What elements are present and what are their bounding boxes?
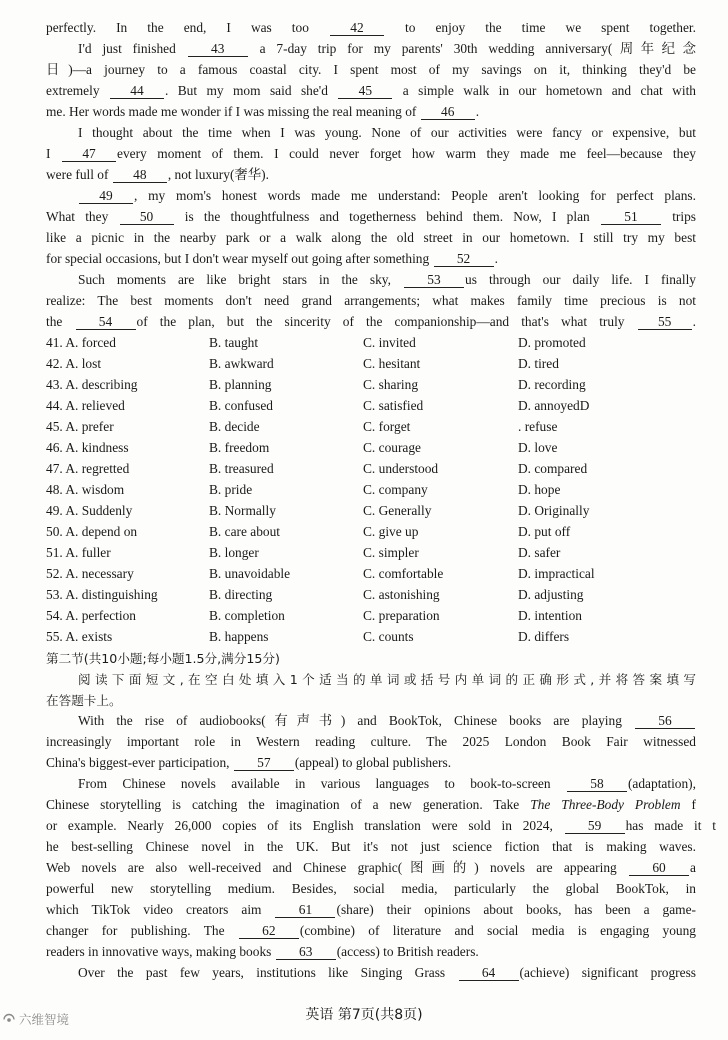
text: Such moments are like bright stars in the sky, xyxy=(78,272,391,287)
option-row xyxy=(46,332,706,353)
text: 日)—a journey to a famous coastal city. I spent most of my savings on it, thinking they'd be xyxy=(46,62,696,77)
blank-56: 56 xyxy=(635,713,695,729)
option-choice: C. understood xyxy=(363,461,439,476)
text: like a picnic in the nearby park or a walk along the old street in our hometown. I still try my best xyxy=(46,230,696,245)
option-choice: C. company xyxy=(363,482,428,497)
option-choice: 48. A. wisdom xyxy=(46,482,125,497)
text: , my mom's honest words made me understand: People aren't looking for perfect plans. xyxy=(134,188,696,203)
text: I thought about the time when I was young. None of our activities were fancy or expensive, but xyxy=(78,125,696,140)
text: , not luxury(奢华). xyxy=(167,167,269,182)
passage1-line xyxy=(46,143,696,164)
text: . But my mom said she'd xyxy=(164,83,328,98)
option-choice: B. treasured xyxy=(209,461,274,476)
option-choice: C. forget xyxy=(363,419,411,434)
section2-heading: 第二节(共10小题;每小题1.5分,满分15分) xyxy=(46,651,280,666)
blank-64: 64 xyxy=(459,965,519,981)
text: I'd just finished xyxy=(78,41,176,56)
passage1-line xyxy=(46,206,696,227)
option-row xyxy=(46,563,706,584)
text: a xyxy=(690,860,696,875)
text: (adaptation), xyxy=(627,776,696,791)
passage1-line xyxy=(46,311,696,332)
text: Chinese storytelling is catching the imagination of a new generation. Take xyxy=(46,797,520,812)
text: the xyxy=(46,314,63,329)
option-choice: C. satisfied xyxy=(363,398,424,413)
text: (achieve) significant progress xyxy=(519,965,696,980)
passage2-line xyxy=(46,836,696,857)
text: every moment of them. I could never forget how warm they made me feel—because they xyxy=(117,146,696,161)
option-choice: 46. A. kindness xyxy=(46,440,129,455)
blank-45: 45 xyxy=(338,83,392,99)
text: (appeal) to global publishers. xyxy=(294,755,452,770)
option-row xyxy=(46,458,706,479)
text: to enjoy the time we spent together. xyxy=(405,20,696,35)
option-choice: B. happens xyxy=(209,629,269,644)
text: Over the past few years, institutions like Singing Grass xyxy=(78,965,446,980)
passage2-line xyxy=(46,815,716,836)
blank-58: 58 xyxy=(567,776,627,792)
passage2-line xyxy=(46,941,696,962)
option-choice: D. love xyxy=(518,440,558,455)
text: . xyxy=(494,251,498,266)
option-choice: C. invited xyxy=(363,335,416,350)
text: or example. Nearly 26,000 copies of its English translation were sold in 2024, xyxy=(46,818,553,833)
text: I xyxy=(46,146,51,161)
option-choice: 53. A. distinguishing xyxy=(46,587,158,602)
blank-55: 55 xyxy=(638,314,692,330)
blank-53: 53 xyxy=(404,272,464,288)
text: us through our daily life. I finally xyxy=(465,272,696,287)
text: trips xyxy=(672,209,697,224)
option-choice: D. compared xyxy=(518,461,588,476)
text: China's biggest-ever participation, xyxy=(46,755,230,770)
option-choice: 41. A. forced xyxy=(46,335,116,350)
passage2-line xyxy=(78,710,696,731)
option-choice: C. give up xyxy=(363,524,419,539)
option-choice: 54. A. perfection xyxy=(46,608,136,623)
blank-62: 62 xyxy=(239,923,299,939)
option-choice: C. sharing xyxy=(363,377,419,392)
passage2-line xyxy=(46,752,696,773)
blank-49: 49 xyxy=(79,188,133,204)
section2-instruction: 在答题卡上。 xyxy=(46,693,122,708)
option-choice: B. Normally xyxy=(209,503,276,518)
option-choice: B. directing xyxy=(209,587,273,602)
option-choice: D. adjusting xyxy=(518,587,584,602)
text: of the plan, but the sincerity of the companionship—and that's what truly xyxy=(136,314,625,329)
blank-51: 51 xyxy=(601,209,661,225)
option-choice: B. care about xyxy=(209,524,281,539)
option-choice: . refuse xyxy=(518,419,558,434)
passage1-line xyxy=(46,101,696,122)
passage2-line xyxy=(46,899,696,920)
option-row xyxy=(46,395,706,416)
option-choice: 51. A. fuller xyxy=(46,545,111,560)
text: (access) to British readers. xyxy=(336,944,479,959)
text: is the thoughtfulness and togetherness behind them. Now, I plan xyxy=(184,209,590,224)
option-choice: 50. A. depend on xyxy=(46,524,138,539)
text: for special occasions, but I don't wear myself out going after something xyxy=(46,251,430,266)
blank-61: 61 xyxy=(275,902,335,918)
option-choice: B. freedom xyxy=(209,440,270,455)
text: . xyxy=(692,314,696,329)
text: a simple walk in our hometown and chat with xyxy=(402,83,696,98)
text: increasingly important role in Western reading culture. The 2025 London Book Fair witnessed xyxy=(46,734,696,749)
option-choice: B. decide xyxy=(209,419,260,434)
option-choice: C. simpler xyxy=(363,545,419,560)
text: changer for publishing. The xyxy=(46,923,225,938)
option-choice: B. taught xyxy=(209,335,259,350)
option-row xyxy=(46,500,706,521)
option-choice: B. completion xyxy=(209,608,285,623)
option-choice: D. impractical xyxy=(518,566,595,581)
passage1-line xyxy=(78,122,696,143)
option-choice: B. planning xyxy=(209,377,272,392)
option-row xyxy=(46,353,706,374)
text: extremely xyxy=(46,83,100,98)
watermark xyxy=(2,1010,69,1028)
passage1-line xyxy=(46,17,696,38)
option-choice: C. courage xyxy=(363,440,422,455)
option-choice: C. Generally xyxy=(363,503,432,518)
option-choice: C. hesitant xyxy=(363,356,421,371)
passage1-line xyxy=(46,80,696,101)
passage1-line xyxy=(78,38,696,59)
text: Web novels are also well-received and Chinese graphic(图画的) novels are appearing xyxy=(46,860,617,875)
option-choice: B. unavoidable xyxy=(209,566,291,581)
logo-icon xyxy=(2,1013,17,1026)
passage2-line xyxy=(46,794,696,815)
text: realize: The best moments don't need grand arrangements; what makes family time precious is not xyxy=(46,293,696,308)
option-row xyxy=(46,626,706,647)
blank-47: 47 xyxy=(62,146,116,162)
option-choice: B. confused xyxy=(209,398,273,413)
text: f xyxy=(691,797,696,812)
option-choice: 44. A. relieved xyxy=(46,398,125,413)
text: t xyxy=(712,818,716,833)
option-choice: 42. A. lost xyxy=(46,356,102,371)
blank-42: 42 xyxy=(330,20,384,36)
passage1-line xyxy=(46,290,696,311)
text: What they xyxy=(46,209,109,224)
blank-52: 52 xyxy=(434,251,494,267)
option-choice: B. awkward xyxy=(209,356,274,371)
text: perfectly. In the end, I was too xyxy=(46,20,309,35)
option-choice: C. preparation xyxy=(363,608,440,623)
text: With the rise of audiobooks(有声书) and BookTok, Chinese books are playing xyxy=(78,713,622,728)
option-choice: D. tired xyxy=(518,356,559,371)
option-choice: 49. A. Suddenly xyxy=(46,503,133,518)
text: me. Her words made me wonder if I was missing the real meaning of xyxy=(46,104,417,119)
blank-46: 46 xyxy=(421,104,475,120)
text: From Chinese novels available in various languages to book-to-screen xyxy=(78,776,551,791)
blank-60: 60 xyxy=(629,860,689,876)
option-row xyxy=(46,437,706,458)
text: readers in innovative ways, making books xyxy=(46,944,272,959)
option-choice: D. promoted xyxy=(518,335,586,350)
option-choice: D. recording xyxy=(518,377,586,392)
passage1-line xyxy=(78,185,696,206)
blank-44: 44 xyxy=(110,83,164,99)
option-choice: B. pride xyxy=(209,482,253,497)
option-choice: D. intention xyxy=(518,608,582,623)
passage2-line xyxy=(46,920,696,941)
option-choice: D. Originally xyxy=(518,503,590,518)
option-choice: D. put off xyxy=(518,524,571,539)
option-row xyxy=(46,605,706,626)
option-choice: 43. A. describing xyxy=(46,377,138,392)
text: has made it xyxy=(625,818,702,833)
passage2-line xyxy=(46,857,696,878)
text: were full of xyxy=(46,167,109,182)
text: . xyxy=(475,104,480,119)
option-choice: B. longer xyxy=(209,545,259,560)
option-choice: D. hope xyxy=(518,482,561,497)
option-choice: D. annoyedD xyxy=(518,398,590,413)
option-choice: D. differs xyxy=(518,629,570,644)
book-title: The Three-Body Problem xyxy=(530,797,681,812)
blank-54: 54 xyxy=(76,314,136,330)
passage2-line xyxy=(78,962,696,983)
option-row xyxy=(46,521,706,542)
passage1-line xyxy=(78,269,696,290)
text: (combine) of literature and social media is engaging young xyxy=(299,923,696,938)
watermark-text: 六维智境 xyxy=(19,1012,70,1027)
option-row xyxy=(46,416,706,437)
passage1-line xyxy=(46,59,696,80)
passage2-line xyxy=(78,773,696,794)
option-row xyxy=(46,542,706,563)
blank-50: 50 xyxy=(120,209,174,225)
text: which TikTok video creators aim xyxy=(46,902,262,917)
blank-59: 59 xyxy=(565,818,625,834)
option-choice: 52. A. necessary xyxy=(46,566,134,581)
option-choice: C. comfortable xyxy=(363,566,444,581)
option-choice: 45. A. prefer xyxy=(46,419,114,434)
text: (share) their opinions about books, has been a game- xyxy=(336,902,696,917)
option-row xyxy=(46,584,706,605)
option-choice: 47. A. regretted xyxy=(46,461,130,476)
text: he best-selling Chinese novel in the UK. But it's not just science fiction that is making waves. xyxy=(46,839,696,854)
blank-48: 48 xyxy=(113,167,167,183)
option-choice: C. counts xyxy=(363,629,414,644)
text: powerful new storytelling medium. Besides, social media, particularly the global BookTok, in xyxy=(46,881,696,896)
option-choice: 55. A. exists xyxy=(46,629,113,644)
text: a 7-day trip for my parents' 30th wedding anniversary(周年纪念 xyxy=(259,41,696,56)
option-choice: D. safer xyxy=(518,545,561,560)
page-footer: 英语 第7页(共8页) xyxy=(305,1007,423,1023)
blank-63: 63 xyxy=(276,944,336,960)
option-row xyxy=(46,374,706,395)
blank-43: 43 xyxy=(188,41,248,57)
passage2-line xyxy=(46,878,696,899)
option-row xyxy=(46,479,706,500)
passage1-line xyxy=(46,248,696,269)
section2-instruction: 阅读下面短文,在空白处填入1个适当的单词或括号内单词的正确形式,并将答案填写 xyxy=(78,672,696,687)
passage2-line xyxy=(46,731,696,752)
option-choice: C. astonishing xyxy=(363,587,440,602)
passage1-line xyxy=(46,164,696,185)
blank-57: 57 xyxy=(234,755,294,771)
passage1-line xyxy=(46,227,696,248)
